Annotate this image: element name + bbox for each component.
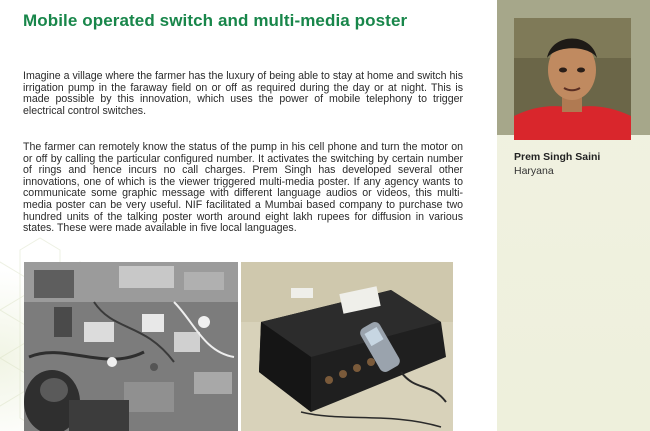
portrait-image bbox=[514, 18, 631, 140]
mobile-switch-device-photo bbox=[241, 262, 453, 431]
innovator-name: Prem Singh Saini bbox=[514, 151, 601, 163]
article-title: Mobile operated switch and multi-media poster bbox=[23, 11, 408, 30]
workbench-image bbox=[24, 262, 238, 431]
workbench-photo bbox=[24, 262, 238, 431]
innovator-sidebar bbox=[497, 0, 650, 431]
article-paragraph-1: Imagine a village where the farmer has the luxury of being able to stay at home and switch his irrigation pump in the faraway field on or off as required during the day or at night. This is made possible by this innovation, which uses the power of mobile telephony to trigger electrical control switches. bbox=[23, 70, 463, 117]
device-image bbox=[241, 262, 453, 431]
article-paragraph-2: The farmer can remotely know the status of the pump in his cell phone and turn the motor on or off by calling the particular configured number. It activates the switching by certain number of rings and hence incurs no call charges. Prem Singh has developed several other innovations, one of which is the viewer triggered multi-media poster. If any agency wants to communicate some graphic message with different language audios or videos, this multi-media poster can be very useful. NIF facilitated a Mumbai based company to purchase two hundred units of the talking poster worth around eight lakh rupees for diffusion in various states. These were made available in five local languages. bbox=[23, 141, 463, 235]
innovator-portrait bbox=[514, 18, 631, 140]
innovator-location: Haryana bbox=[514, 165, 554, 177]
